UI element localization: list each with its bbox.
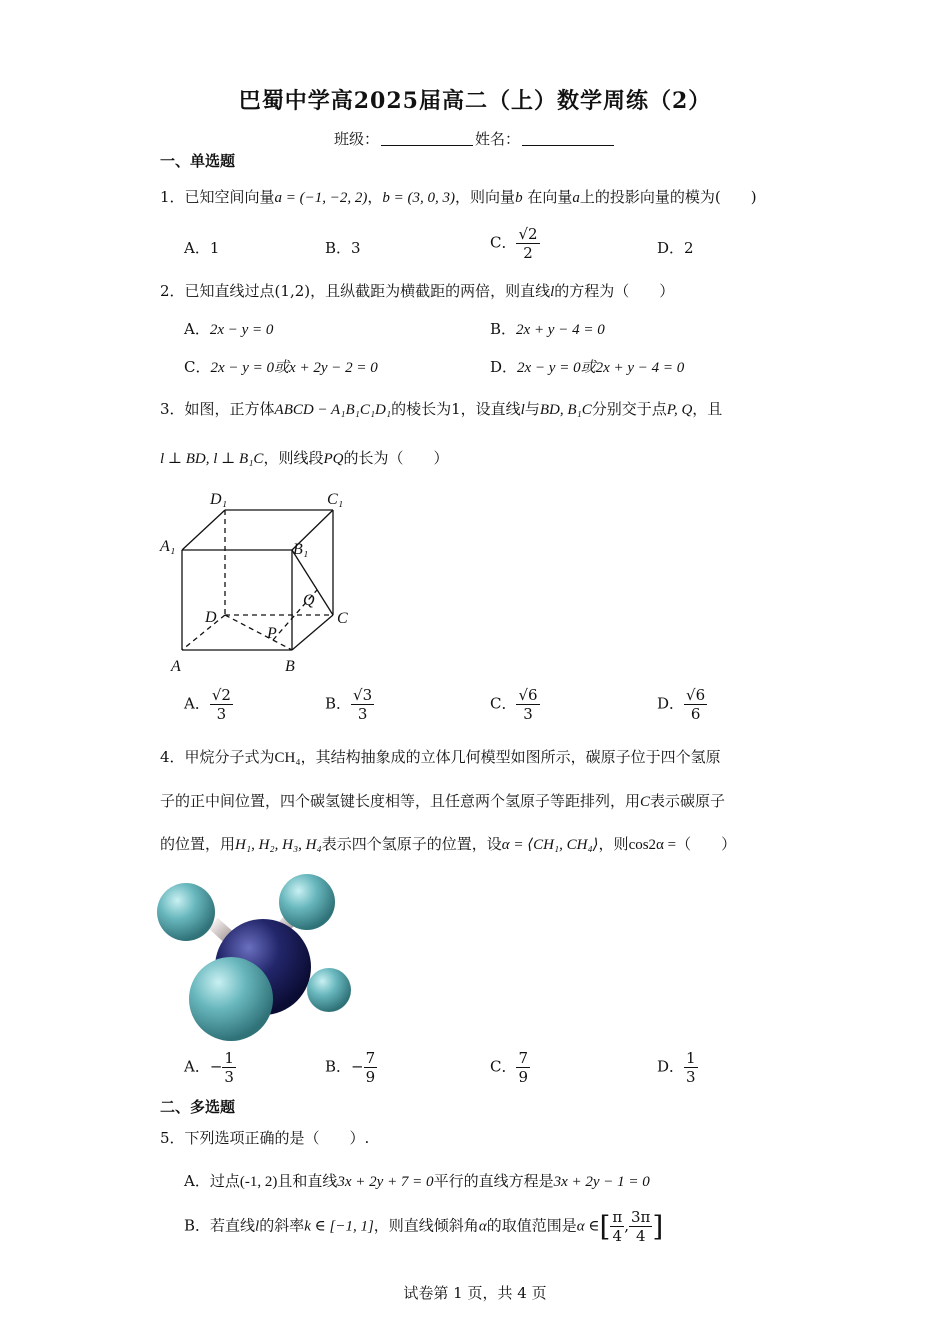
- class-blank[interactable]: [381, 131, 473, 146]
- question-4-line-2: 子的正中间位置，四个碳氢键长度相等，且任意两个氢原子等距排列，用C表示碳原子: [160, 792, 726, 810]
- q1-option-d[interactable]: D．2: [657, 239, 694, 257]
- q2-option-b[interactable]: B．2x + y − 4 = 0: [490, 320, 605, 338]
- question-5: 5．下列选项正确的是（ ）.: [160, 1129, 370, 1147]
- q1-option-b[interactable]: B．3: [325, 239, 361, 257]
- q5-option-a[interactable]: A．过点(-1, 2)且和直线3x + 2y + 7 = 0平行的直线方程是3x + 2y − 1 = 0: [184, 1172, 650, 1190]
- hydrogen-atom-1: [157, 883, 215, 941]
- q2-option-a[interactable]: A．2x − y = 0: [184, 320, 274, 338]
- label-D: D: [205, 609, 217, 626]
- q3-option-c[interactable]: C． $\frac{√6}{3}$: [490, 686, 538, 723]
- label-Q: Q: [303, 592, 315, 609]
- q1-option-a[interactable]: A．1: [184, 239, 220, 257]
- q1-text-c: 在向量: [527, 188, 573, 206]
- question-1: 1．已知空间向量a = (−1, −2, 2)，b = (3, 0, 3)，则向量b 在向量a上的投影向量的模为( ): [160, 188, 757, 206]
- question-3-line-1: 3．如图，正方体ABCD − A₁B₁C₁D₁的棱长为1，设直线l与BD, B₁C分别交于点P, Q，且: [160, 400, 723, 418]
- question-3-line-2: l ⊥ BD, l ⊥ B₁C，则线段PQ的长为（ ）: [160, 449, 449, 467]
- question-2: 2．已知直线过点(1,2)，且纵截距为横截距的两倍，则直线l的方程为（ ）: [160, 282, 675, 300]
- methane-molecule-figure: [155, 868, 365, 1043]
- label-C: C: [337, 610, 348, 627]
- section-heading-single: 一、单选题: [160, 152, 236, 170]
- q1-text: 1．已知空间向量: [160, 188, 275, 206]
- q1-sym-b: b: [515, 190, 523, 206]
- class-name-line: [0, 128, 950, 149]
- class-label: 班级：: [333, 130, 379, 148]
- q1-option-c[interactable]: C． $\frac{√2}{2}$: [490, 225, 538, 262]
- q5-option-b[interactable]: B．若直线l的斜率k ∈ [−1, 1]，则直线倾斜角α的取值范围是α ∈[ $\frac{\pi}{4}$ , $\frac{3\pi}{4}$ ]: [184, 1208, 664, 1245]
- question-4-line-1: 4．甲烷分子式为CH₄，其结构抽象成的立体几何模型如图所示，碳原子位于四个氢原: [160, 748, 721, 766]
- q4-option-d[interactable]: D． $\frac{1}{3}$: [657, 1049, 696, 1086]
- question-4-line-3: 的位置，用H₁, H₂, H₃, H₄表示四个氢原子的位置，设α = ⟨CH₁, CH₄⟩，则cos2α =（ ）: [160, 835, 737, 853]
- label-B1: B₁: [293, 541, 309, 558]
- hydrogen-atom-3: [307, 968, 351, 1012]
- name-blank[interactable]: [522, 131, 614, 146]
- label-B: B: [285, 658, 295, 675]
- label-D1: D₁: [210, 491, 228, 508]
- name-label: 姓名：: [475, 130, 521, 148]
- q4-option-a[interactable]: A．− $\frac{1}{3}$: [184, 1049, 234, 1086]
- vector-a: a = (−1, −2, 2): [274, 190, 368, 206]
- cube-figure: [155, 485, 365, 680]
- label-C1: C₁: [327, 491, 344, 508]
- q2-option-d[interactable]: D．2x − y = 0或2x + y − 4 = 0: [490, 358, 685, 376]
- q3-option-b[interactable]: B． $\frac{√3}{3}$: [325, 686, 373, 723]
- q1-text-b: ，则向量: [455, 188, 516, 206]
- section-heading-multi: 二、多选题: [160, 1098, 236, 1116]
- page-title: 巴蜀中学高2025届高二（上）数学周练（2）: [238, 88, 712, 114]
- page-footer: 试卷第 1 页，共 4 页: [403, 1284, 547, 1302]
- q3-option-a[interactable]: A． $\frac{√2}{3}$: [184, 686, 231, 723]
- vector-b: b = (3, 0, 3): [382, 190, 456, 206]
- q4-option-c[interactable]: C． $\frac{7}{9}$: [490, 1049, 529, 1086]
- label-A: A: [171, 658, 181, 675]
- q1-text-d: 上的投影向量的模为( ): [579, 188, 757, 206]
- label-P: P: [267, 625, 277, 642]
- hydrogen-atom-2: [279, 874, 335, 930]
- label-A1: A₁: [160, 538, 176, 555]
- q1-sym-a: a: [572, 190, 580, 206]
- hydrogen-atom-4: [189, 957, 273, 1041]
- q3-option-d[interactable]: D． $\frac{√6}{6}$: [657, 686, 706, 723]
- q4-option-b[interactable]: B．− $\frac{7}{9}$: [325, 1049, 376, 1086]
- q2-option-c[interactable]: C．2x − y = 0或x + 2y − 2 = 0: [184, 358, 378, 376]
